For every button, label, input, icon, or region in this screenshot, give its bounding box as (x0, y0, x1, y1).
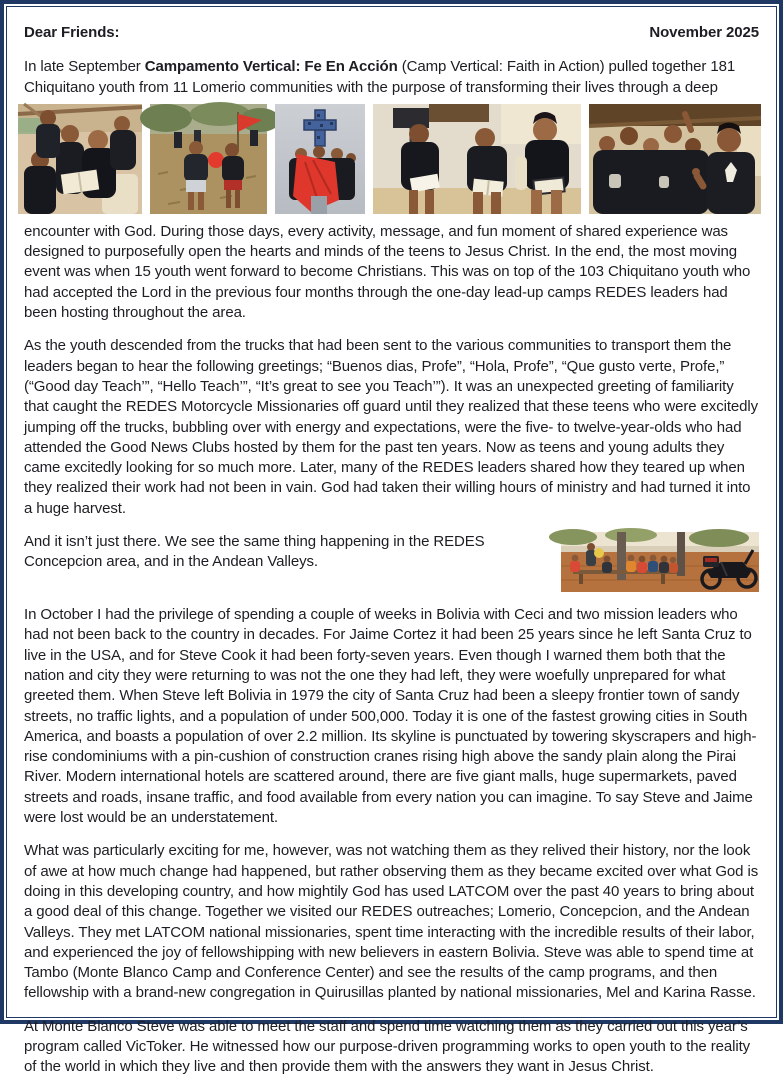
body-paragraph-1: encounter with God. During those days, every activity, message, and fun moment of shared experience was designed to purposefully open the hearts and minds of the teens to Jesus Christ. In the end, the most moving event was when 15 youth went forward to become Christians. This was on top of the 103 Chiquitano youth who had accepted the Lord in the previous four months through the one-day lead-up camps REDES leaders had been hosting throughout the area. (24, 222, 751, 322)
intro-paragraph (24, 57, 759, 98)
photo-group-thumbs-up (589, 104, 761, 214)
letter-content (4, 4, 779, 1078)
photo-kids-bench-motorcycle (561, 532, 759, 592)
photo-teens-reading (373, 104, 581, 214)
photo-group-bible (18, 104, 142, 214)
intro-text-pre: In late September (24, 58, 141, 76)
letter-header (24, 23, 759, 43)
intro-camp-name: Campamento Vertical: Fe En Acción (144, 58, 398, 76)
salutation: Dear Friends: (24, 24, 120, 41)
photo-field-game (150, 104, 267, 214)
body-paragraph-3: And it isn’t just there. We see the same thing happening in the REDES Concepcion area, and in the Andean Valleys. (24, 533, 485, 571)
paragraph-with-photo-row (24, 532, 759, 592)
body-paragraph-4: In October I had the privilege of spending a couple of weeks in Bolivia with Ceci and two mission leaders who had not been back to the country in decades. For Jaime Cortez it had been 25 years since he left Santa Cruz to live in the USA, and for Steve Cook it had been forty-seven years. Even though I warned them both that the nation and city they were returning to was not the one they had left, they were woefully unprepared for what greeted them. When Steve left Bolivia in 1979 the city of Santa Cruz had been a sleepy frontier town of sandy streets, no traffic lights, and a population of under 500,000. Today it is one of the fastest growing cities in South America, and boasts a population of over 2.2 million. Its skyline is punctuated by towering skyscrapers and high-rise condominiums with a pin-cushion of construction cranes rising high above the sandy plain along the Pirai River. Modern international hotels are scattered around, there are five giant malls, huge supermarkets, paved streets and roads, insane traffic, and food available from every nation you can imagine. To say Steve and Jaime were lost would be an understatement. (24, 606, 757, 827)
letter-date: November 2025 (649, 24, 759, 41)
body-paragraph-2: As the youth descended from the trucks that had been sent to the various communities to transport them the leaders began to hear the following greetings; “Buenos dias, Profe”, “Hola, Profe”, “Que gusto verte, Profe,” (“Good day Teach’”, “Hello Teach’”, “It’s great to see you Teach’”). It was an unexpected greeting of familiarity that caught the REDES Motorcycle Missionaries off guard until they realized that these teens who were excitedly jumping off the trucks, bubbling over with energy and expectations, were the five- to twelve-year-olds who had attended the Good News Clubs hosted by them for the past ten years. Now as teens and young adults they came excitedly looking for so much more. Later, many of the REDES leaders shared how they teared up when they realized their work had not been in vain. God had taken their willing hours of ministry and had turned it into a huge harvest. (24, 337, 759, 517)
body-paragraph-6: At Monte Blanco Steve was able to meet the staff and spend time watching them as they carried out this year’s program called VicToker. He witnessed how our purpose-driven programming works to open youth to the reality of the world in which they live and then provide them with the answers they want in Jesus Christ. (24, 1017, 751, 1076)
intro-text-post: (Camp Vertical: Faith in Action) pulled together 181 Chiquitano youth from 11 Lomerio communities with the purpose of transforming their lives through a deep (24, 58, 736, 96)
body-paragraph-5: What was particularly exciting for me, however, was not watching them as they relived their history, nor the look of awe at how much change had happened, but rather observing them as they became excited over what God is doing in this developing country, and how mightily God has used LATCOM over the past 40 years to bring about a good deal of this change. Together we visited our REDES outreaches; Lomerio, Concepcion, and the Andean Valleys. They met LATCOM national missionaries, spent time interacting with the incredible results of their labor, and experienced the joy of fellowshipping with new believers in eastern Bolivia. Steve was able to spend time at Tambo (Monte Blanco Camp and Conference Center) and see the results of the camp programs, and then fellowship with a brand-new congregation in Quirusillas planted by national missionaries, Mel and Karina Rasse. (24, 842, 759, 1002)
photo-cross-red-flag (275, 104, 365, 214)
photo-strip (18, 104, 759, 214)
